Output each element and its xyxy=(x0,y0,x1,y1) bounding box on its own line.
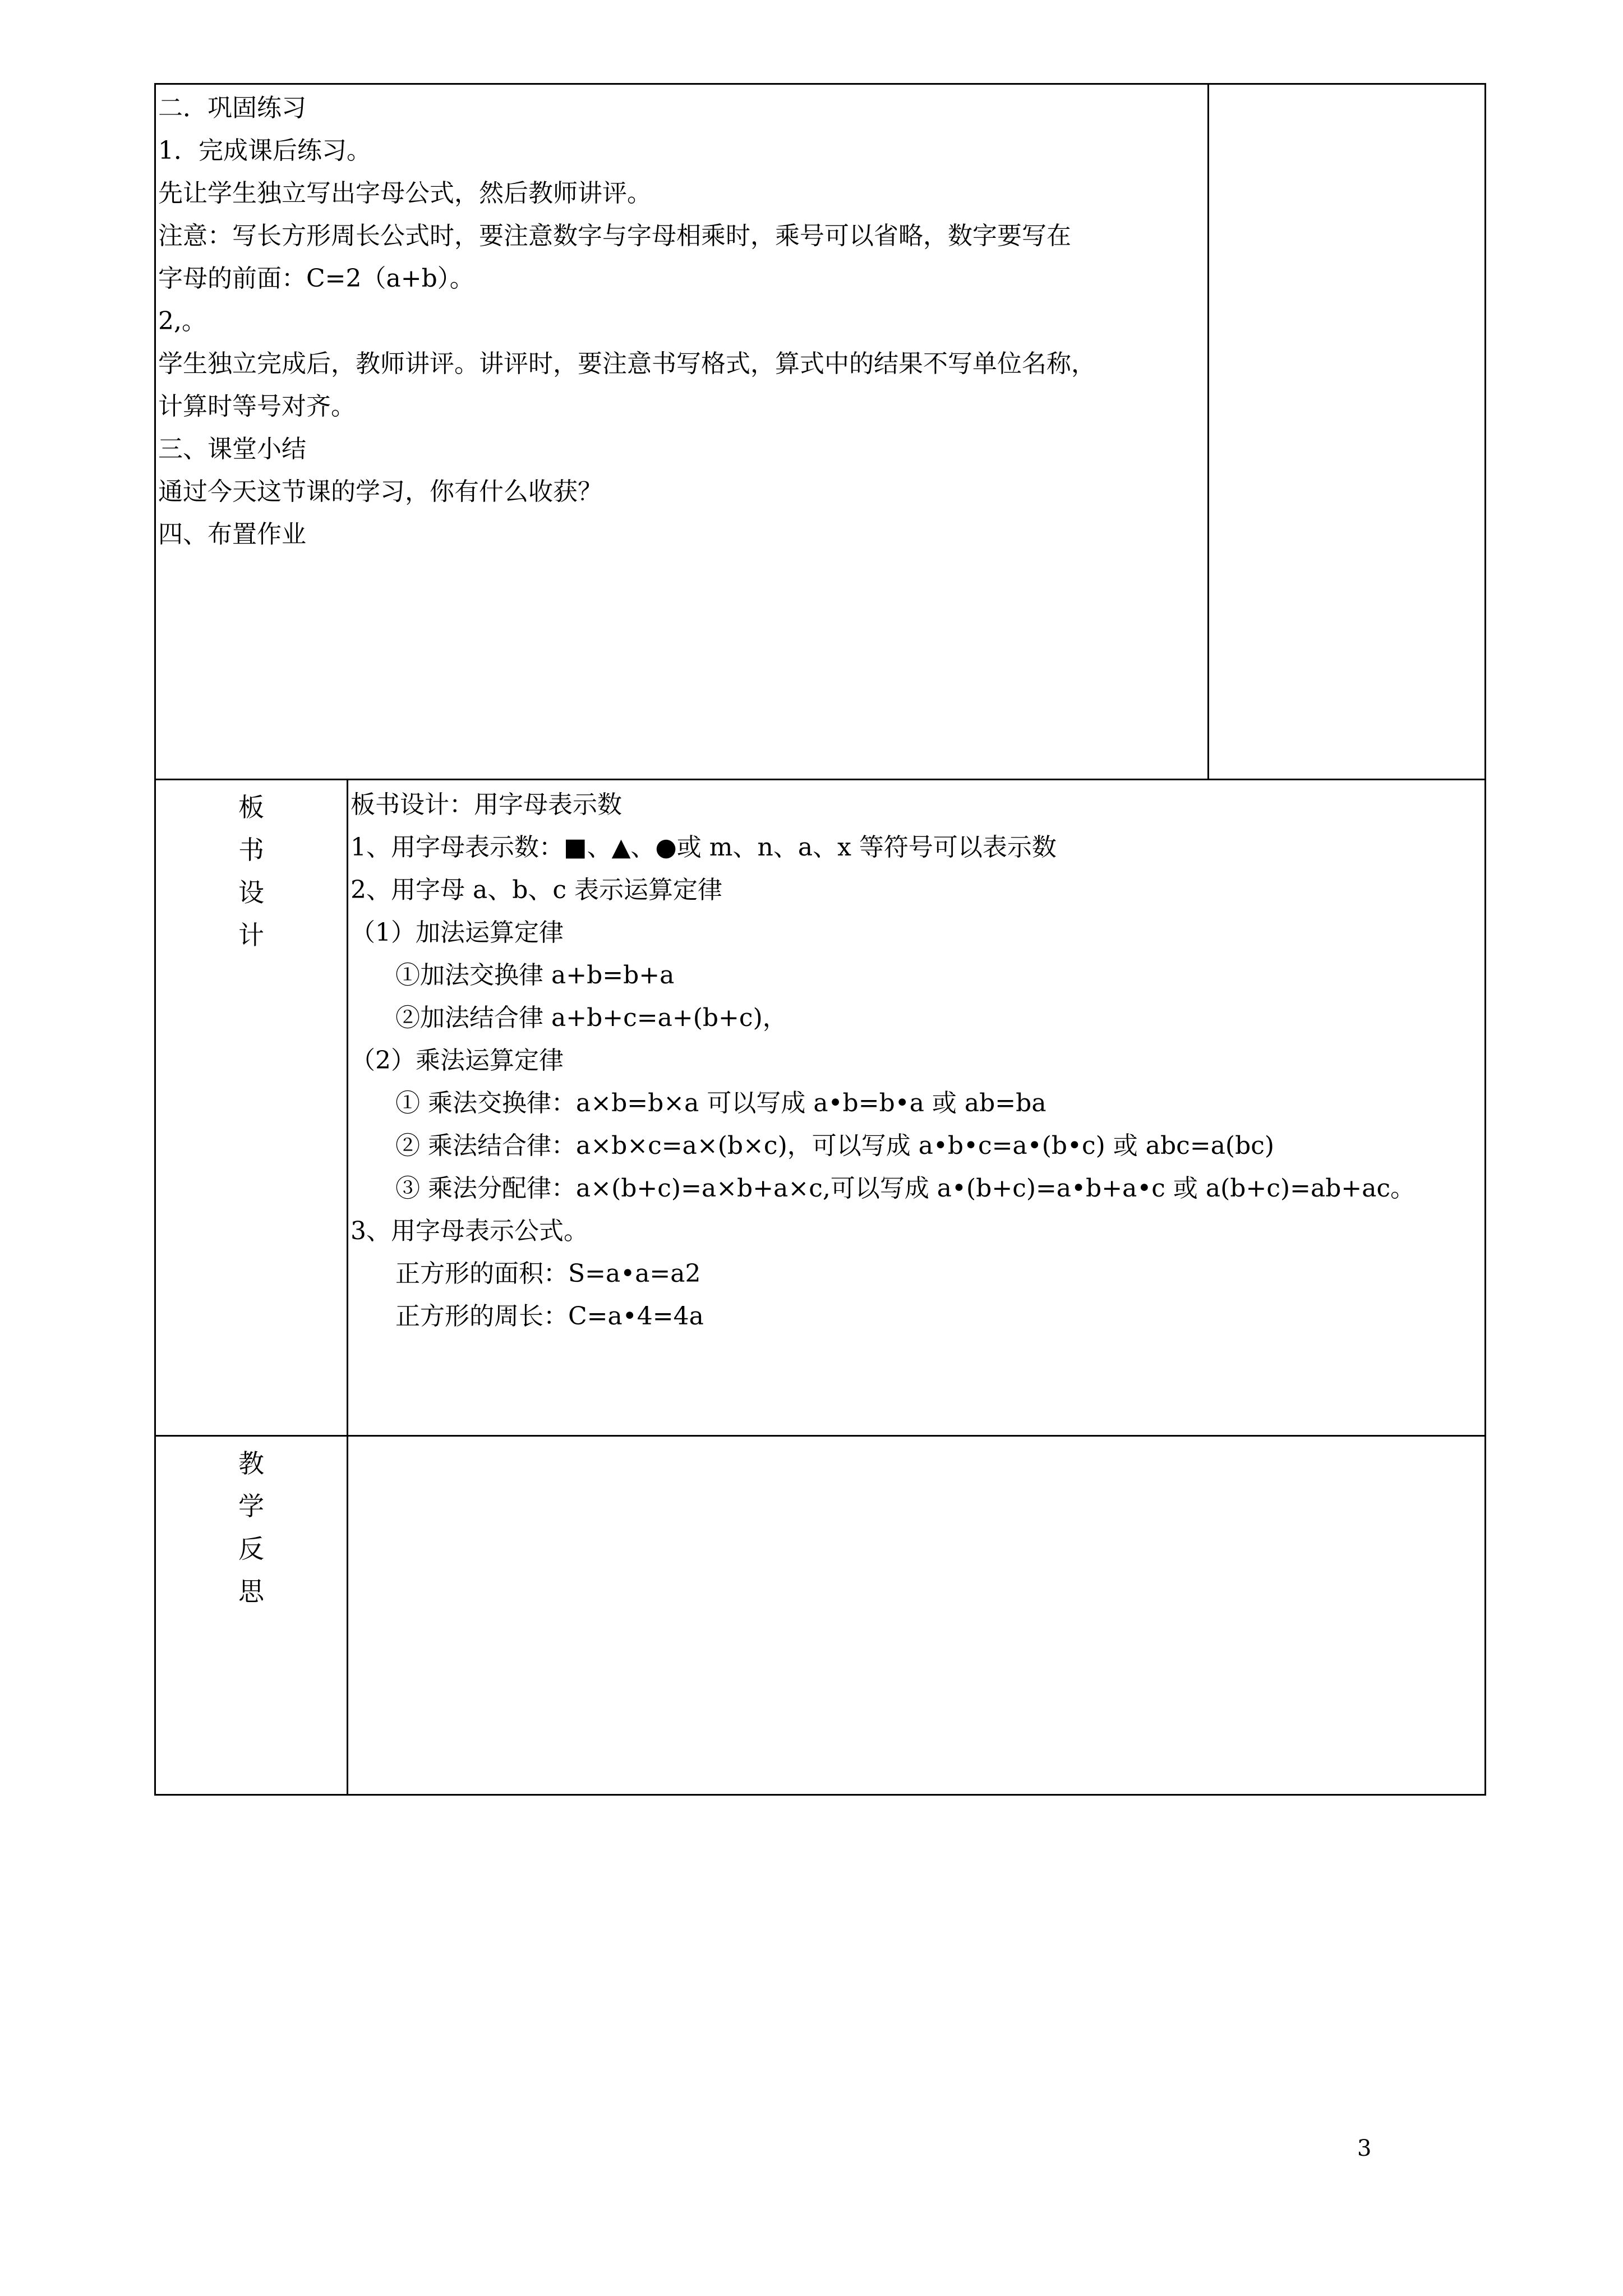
reflection-content-cell xyxy=(348,1436,1486,1795)
practice-notes-cell xyxy=(1209,84,1486,780)
practice-line: 注意：写长方形周长公式时，要注意数字与字母相乘时，乘号可以省略，数字要写在 xyxy=(158,222,1071,250)
board-subheading: （2）乘法运算定律 xyxy=(351,1046,564,1075)
reflection-label: 教 学 反 思 xyxy=(238,1448,264,1607)
board-law: ①加法交换律 a+b=b+a xyxy=(395,961,675,990)
board-design-row xyxy=(155,780,1486,1436)
lesson-plan-table xyxy=(154,83,1486,1796)
board-title: 板书设计：用字母表示数 xyxy=(351,790,622,819)
reflection-row xyxy=(155,1436,1486,1795)
board-law: ① 乘法交换律：a×b=b×a 可以写成 a•b=b•a 或 ab=ba xyxy=(395,1089,1046,1117)
practice-line: 先让学生独立写出字母公式，然后教师讲评。 xyxy=(158,179,652,208)
board-law: ③ 乘法分配律：a×(b+c)=a×b+a×c,可以写成 a•(b+c)=a•b+a•c 或 a(b+c)=ab+ac。 xyxy=(395,1174,1415,1203)
practice-row xyxy=(155,84,1486,780)
section-heading-summary: 三、课堂小结 xyxy=(158,435,306,463)
board-design-content-cell xyxy=(348,780,1486,1436)
board-law: ②加法结合律 a+b+c=a+(b+c)， xyxy=(395,1004,787,1032)
practice-line: 学生独立完成后，教师讲评。讲评时，要注意书写格式，算式中的结果不写单位名称， xyxy=(158,349,1096,378)
board-item: 2、用字母 a、b、c 表示运算定律 xyxy=(351,876,723,904)
practice-content-cell xyxy=(155,84,1209,780)
reflection-label-cell xyxy=(155,1436,348,1795)
board-design-label: 板 书 设 计 xyxy=(238,792,264,950)
section-heading-practice: 二．巩固练习 xyxy=(158,94,306,122)
practice-line: 计算时等号对齐。 xyxy=(158,392,356,421)
board-formula: 正方形的面积：S=a•a=a2 xyxy=(395,1259,701,1288)
practice-line: 1．完成课后练习。 xyxy=(158,136,371,165)
board-formula: 正方形的周长：C=a•4=4a xyxy=(395,1302,704,1331)
page-number: 3 xyxy=(1357,2136,1372,2161)
board-subheading: （1）加法运算定律 xyxy=(351,918,564,947)
board-item: 1、用字母表示数：■、▲、●或 m、n、a、x 等符号可以表示数 xyxy=(351,833,1057,862)
practice-line: 通过今天这节课的学习，你有什么收获？ xyxy=(158,477,602,506)
practice-line: 字母的前面：C=2（a+b）。 xyxy=(158,264,474,293)
board-item: 3、用字母表示公式。 xyxy=(351,1217,588,1245)
board-law: ② 乘法结合律：a×b×c=a×(b×c)，可以写成 a•b•c=a•(b•c) 或 abc=a(bc) xyxy=(395,1131,1275,1160)
practice-line: 2,。 xyxy=(158,307,206,335)
section-heading-homework: 四、布置作业 xyxy=(158,520,306,549)
board-design-label-cell xyxy=(155,780,348,1436)
